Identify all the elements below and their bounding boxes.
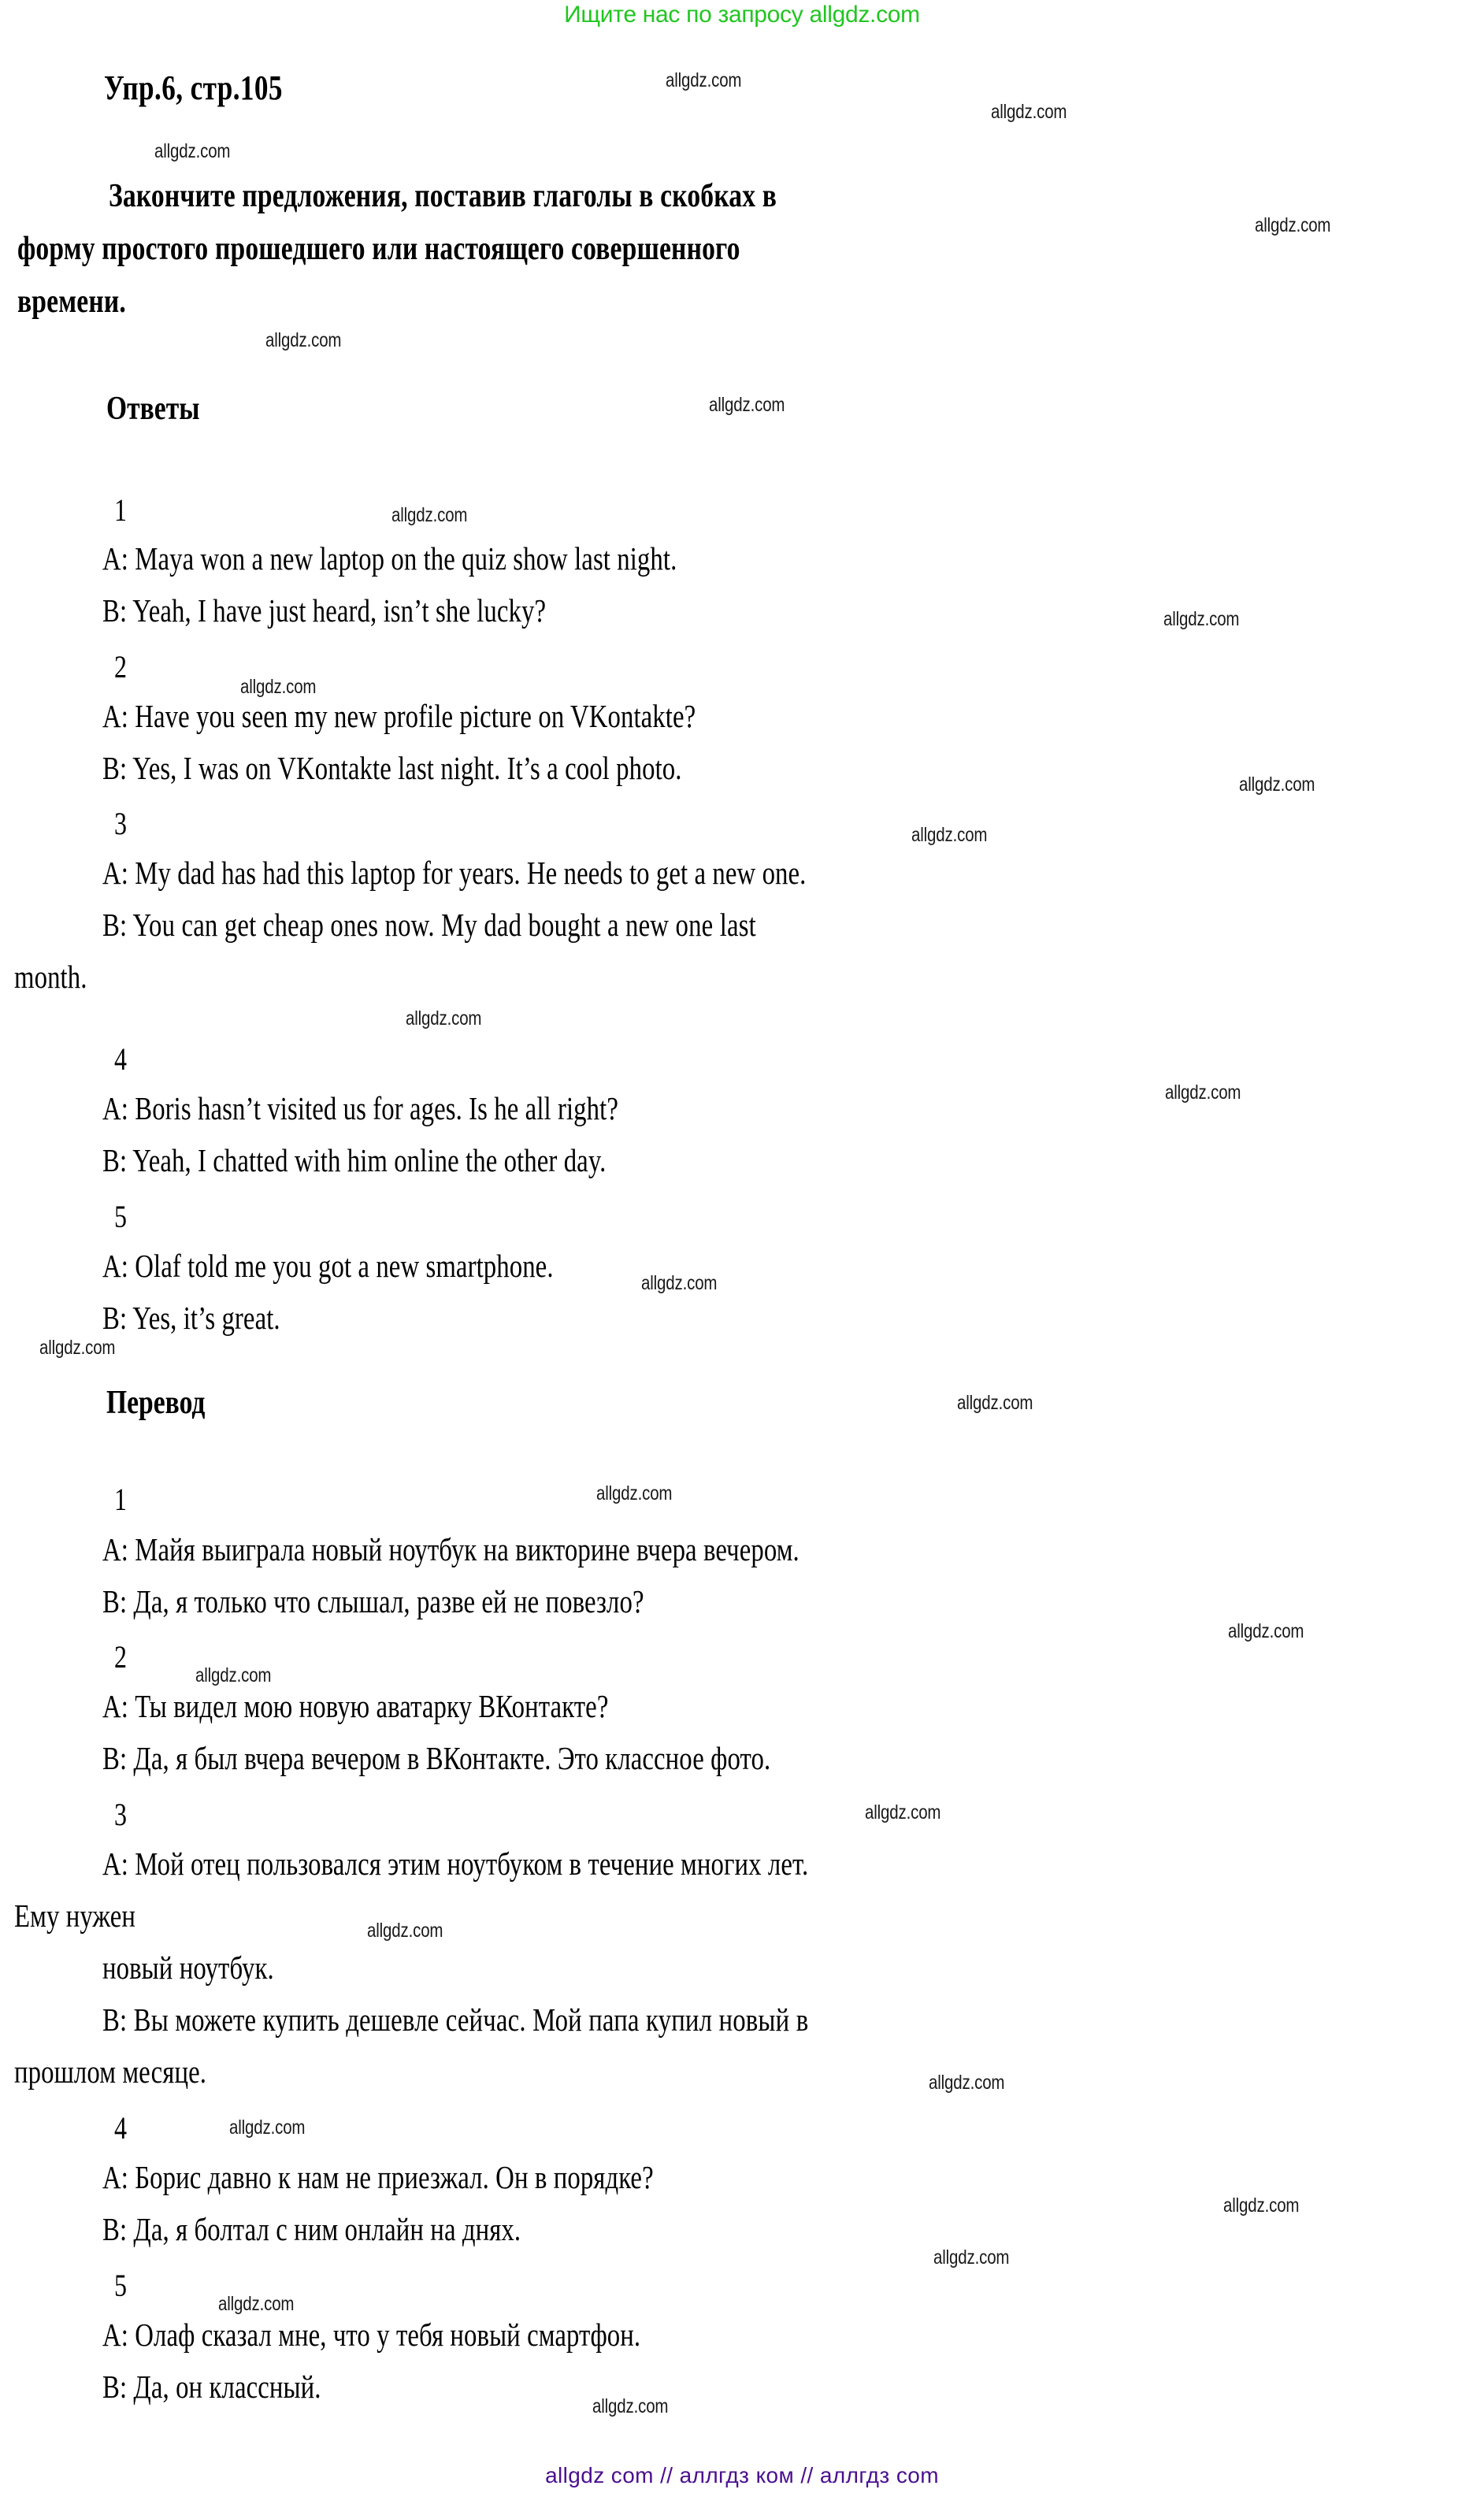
answer-number-1: 1	[114, 492, 127, 528]
watermark-14: allgdz.com	[641, 1272, 718, 1294]
answer-2-line-b: B: Yes, I was on VKontakte last night. It’s a cool photo.	[102, 750, 682, 786]
translation-4-line-a: A: Борис давно к нам не приезжал. Он в порядке?	[102, 2159, 654, 2195]
translation-5-line-b: B: Да, он классный.	[102, 2369, 321, 2405]
watermark-23: allgdz.com	[229, 2116, 306, 2139]
watermark-8: allgdz.com	[1163, 608, 1240, 630]
translation-3-line-a-cont-2: новый ноутбук.	[102, 1950, 274, 1986]
exercise-title: Упр.6, стр.105	[104, 69, 283, 107]
answer-1-line-a: A: Maya won a new laptop on the quiz show last night.	[102, 540, 677, 577]
site-promo-banner: Ищите нас по запросу allgdz.com	[564, 2, 920, 28]
answer-2-line-a: A: Have you seen my new profile picture on VKontakte?	[102, 698, 696, 734]
instruction-line-2: форму простого прошедшего или настоящего совершенного	[17, 231, 740, 267]
answer-number-3: 3	[114, 806, 127, 841]
watermark-5: allgdz.com	[265, 329, 342, 351]
translation-number-1: 1	[114, 1482, 127, 1517]
translation-1-line-b: B: Да, я только что слышал, разве ей не повезло?	[102, 1583, 644, 1619]
watermark-18: allgdz.com	[1228, 1620, 1304, 1642]
watermark-6: allgdz.com	[709, 394, 785, 416]
watermark-3: allgdz.com	[154, 140, 231, 162]
watermark-9: allgdz.com	[240, 676, 317, 698]
watermark-11: allgdz.com	[911, 824, 988, 846]
translation-number-3: 3	[114, 1797, 127, 1832]
watermark-13: allgdz.com	[1165, 1081, 1241, 1104]
answer-3-line-b: B: You can get cheap ones now. My dad bought a new one last	[102, 907, 756, 943]
translation-3-line-b-cont: прошлом месяце.	[14, 2053, 206, 2090]
instruction-line-3: времени.	[17, 284, 126, 320]
watermark-21: allgdz.com	[367, 1920, 443, 1942]
watermark-16: allgdz.com	[957, 1392, 1033, 1414]
instruction-line-1: Закончите предложения, поставив глаголы в скобках в	[109, 178, 777, 214]
watermark-19: allgdz.com	[195, 1664, 272, 1686]
translation-1-line-a: A: Майя выиграла новый ноутбук на викторине вчера вечером.	[102, 1531, 800, 1567]
watermark-15: allgdz.com	[39, 1337, 116, 1359]
translation-4-line-b: B: Да, я болтал с ним онлайн на днях.	[102, 2211, 521, 2247]
translation-3-line-b: B: Вы можете купить дешевле сейчас. Мой папа купил новый в	[102, 2001, 809, 2038]
watermark-1: allgdz.com	[666, 69, 742, 91]
watermark-12: allgdz.com	[406, 1007, 482, 1029]
answer-number-4: 4	[114, 1041, 127, 1077]
watermark-2: allgdz.com	[991, 101, 1067, 123]
watermark-4: allgdz.com	[1255, 214, 1331, 236]
watermark-24: allgdz.com	[1223, 2194, 1300, 2217]
answer-number-5: 5	[114, 1199, 127, 1234]
answer-4-line-a: A: Boris hasn’t visited us for ages. Is he all right?	[102, 1090, 618, 1126]
watermark-17: allgdz.com	[596, 1482, 673, 1504]
translation-2-line-b: B: Да, я был вчера вечером в ВКонтакте. Это классное фото.	[102, 1740, 771, 1776]
watermark-25: allgdz.com	[933, 2246, 1010, 2269]
answer-3-line-a: A: My dad has had this laptop for years. He needs to get a new one.	[102, 855, 807, 891]
translation-number-2: 2	[114, 1639, 127, 1675]
answer-1-line-b: B: Yeah, I have just heard, isn’t she lucky?	[102, 592, 547, 629]
answer-5-line-a: A: Olaf told me you got a new smartphone.	[102, 1248, 554, 1284]
watermark-7: allgdz.com	[391, 504, 468, 526]
translation-heading: Перевод	[106, 1385, 206, 1421]
answer-5-line-b: B: Yes, it’s great.	[102, 1300, 280, 1336]
translation-number-4: 4	[114, 2110, 127, 2146]
answer-4-line-b: B: Yeah, I chatted with him online the other day.	[102, 1142, 607, 1178]
translation-3-line-a: A: Мой отец пользовался этим ноутбуком в течение многих лет.	[102, 1846, 809, 1882]
watermark-10: allgdz.com	[1239, 773, 1315, 796]
answer-3-line-b-cont: month.	[14, 959, 87, 995]
watermark-27: allgdz.com	[592, 2395, 669, 2417]
translation-2-line-a: A: Ты видел мою новую аватарку ВКонтакте?	[102, 1688, 609, 1724]
site-footer: allgdz com // аллгдз ком // аллгдз com	[545, 2463, 939, 2487]
translation-5-line-a: A: Олаф сказал мне, что у тебя новый смартфон.	[102, 2317, 641, 2353]
answers-heading: Ответы	[106, 391, 200, 427]
translation-3-line-a-cont-1: Ему нужен	[14, 1898, 135, 1934]
watermark-26: allgdz.com	[218, 2293, 295, 2315]
answer-number-2: 2	[114, 649, 127, 684]
translation-number-5: 5	[114, 2268, 127, 2303]
watermark-20: allgdz.com	[865, 1801, 941, 1823]
watermark-22: allgdz.com	[929, 2072, 1005, 2094]
